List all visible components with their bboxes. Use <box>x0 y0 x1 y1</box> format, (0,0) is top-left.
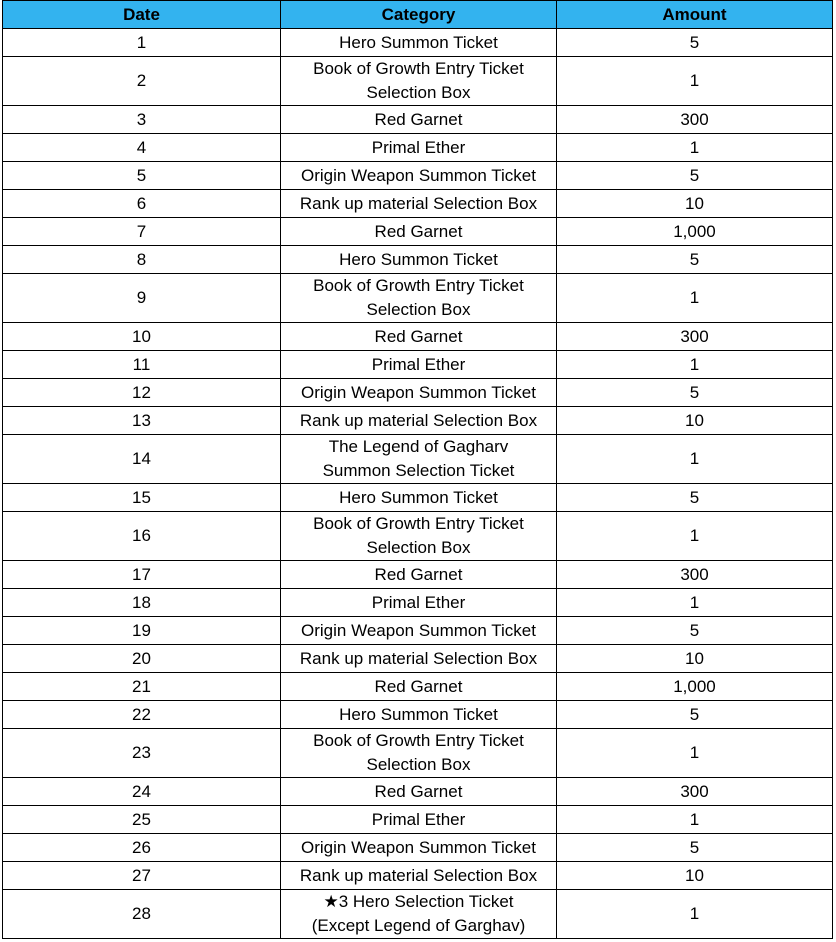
table-row <box>3 729 833 778</box>
table-row <box>3 834 833 862</box>
amount-cell: 5 <box>557 29 833 57</box>
amount-cell: 1 <box>557 729 833 778</box>
date-cell: 25 <box>3 806 281 834</box>
category-cell: Red Garnet <box>281 673 557 701</box>
table-row <box>3 134 833 162</box>
category-cell: Hero Summon Ticket <box>281 29 557 57</box>
amount-cell: 5 <box>557 617 833 645</box>
table-row <box>3 435 833 484</box>
date-cell: 17 <box>3 561 281 589</box>
date-cell: 2 <box>3 57 281 106</box>
date-cell: 16 <box>3 512 281 561</box>
table-row <box>3 890 833 939</box>
amount-cell: 300 <box>557 778 833 806</box>
table-row <box>3 106 833 134</box>
header-date: Date <box>3 1 281 29</box>
amount-cell: 5 <box>557 246 833 274</box>
date-cell: 8 <box>3 246 281 274</box>
date-cell: 15 <box>3 484 281 512</box>
category-cell: Rank up material Selection Box <box>281 407 557 435</box>
category-cell: Primal Ether <box>281 589 557 617</box>
category-cell: Red Garnet <box>281 323 557 351</box>
table-header <box>3 1 833 29</box>
date-cell: 12 <box>3 379 281 407</box>
amount-cell: 1 <box>557 435 833 484</box>
category-cell: Origin Weapon Summon Ticket <box>281 379 557 407</box>
table-row <box>3 589 833 617</box>
amount-cell: 10 <box>557 190 833 218</box>
date-cell: 27 <box>3 862 281 890</box>
table-row <box>3 806 833 834</box>
table-row <box>3 29 833 57</box>
amount-cell: 10 <box>557 645 833 673</box>
amount-cell: 1,000 <box>557 673 833 701</box>
amount-cell: 1 <box>557 589 833 617</box>
table-row <box>3 274 833 323</box>
category-cell: Primal Ether <box>281 134 557 162</box>
table-row <box>3 484 833 512</box>
date-cell: 14 <box>3 435 281 484</box>
date-cell: 10 <box>3 323 281 351</box>
table-row <box>3 561 833 589</box>
date-cell: 22 <box>3 701 281 729</box>
table-row <box>3 645 833 673</box>
header-category: Category <box>281 1 557 29</box>
date-cell: 1 <box>3 29 281 57</box>
category-cell: Hero Summon Ticket <box>281 246 557 274</box>
table-row <box>3 323 833 351</box>
rewards-table <box>2 0 833 939</box>
amount-cell: 1 <box>557 512 833 561</box>
table-row <box>3 379 833 407</box>
date-cell: 3 <box>3 106 281 134</box>
category-cell: Origin Weapon Summon Ticket <box>281 834 557 862</box>
amount-cell: 300 <box>557 106 833 134</box>
amount-cell: 5 <box>557 162 833 190</box>
amount-cell: 300 <box>557 323 833 351</box>
date-cell: 4 <box>3 134 281 162</box>
amount-cell: 1 <box>557 890 833 939</box>
table-row <box>3 617 833 645</box>
table-row <box>3 218 833 246</box>
date-cell: 9 <box>3 274 281 323</box>
amount-cell: 1 <box>557 274 833 323</box>
amount-cell: 1 <box>557 351 833 379</box>
category-cell: Origin Weapon Summon Ticket <box>281 162 557 190</box>
amount-cell: 5 <box>557 379 833 407</box>
amount-cell: 1 <box>557 134 833 162</box>
date-cell: 5 <box>3 162 281 190</box>
category-cell: Book of Growth Entry Ticket Selection Box <box>281 274 557 323</box>
table-row <box>3 162 833 190</box>
category-cell: Rank up material Selection Box <box>281 190 557 218</box>
amount-cell: 1 <box>557 57 833 106</box>
category-cell: Red Garnet <box>281 778 557 806</box>
category-cell: Book of Growth Entry Ticket Selection Box <box>281 512 557 561</box>
amount-cell: 5 <box>557 834 833 862</box>
category-cell: Hero Summon Ticket <box>281 484 557 512</box>
table-row <box>3 190 833 218</box>
category-cell: Book of Growth Entry Ticket Selection Box <box>281 57 557 106</box>
table-row <box>3 778 833 806</box>
category-cell: The Legend of Gagharv Summon Selection Ticket <box>281 435 557 484</box>
date-cell: 13 <box>3 407 281 435</box>
table-row <box>3 57 833 106</box>
amount-cell: 300 <box>557 561 833 589</box>
date-cell: 23 <box>3 729 281 778</box>
category-cell: Origin Weapon Summon Ticket <box>281 617 557 645</box>
date-cell: 18 <box>3 589 281 617</box>
table-row <box>3 407 833 435</box>
category-cell: Primal Ether <box>281 351 557 379</box>
category-cell: Rank up material Selection Box <box>281 862 557 890</box>
amount-cell: 5 <box>557 701 833 729</box>
category-cell: Primal Ether <box>281 806 557 834</box>
category-cell: Hero Summon Ticket <box>281 701 557 729</box>
amount-cell: 10 <box>557 862 833 890</box>
category-cell: Book of Growth Entry Ticket Selection Box <box>281 729 557 778</box>
table-row <box>3 246 833 274</box>
date-cell: 26 <box>3 834 281 862</box>
date-cell: 20 <box>3 645 281 673</box>
table-body <box>3 29 833 939</box>
amount-cell: 10 <box>557 407 833 435</box>
table-row <box>3 512 833 561</box>
date-cell: 21 <box>3 673 281 701</box>
header-row <box>3 1 833 29</box>
header-amount: Amount <box>557 1 833 29</box>
category-cell: Red Garnet <box>281 218 557 246</box>
table-row <box>3 673 833 701</box>
amount-cell: 5 <box>557 484 833 512</box>
amount-cell: 1 <box>557 806 833 834</box>
category-cell: Red Garnet <box>281 561 557 589</box>
date-cell: 28 <box>3 890 281 939</box>
category-cell: Rank up material Selection Box <box>281 645 557 673</box>
category-cell: ★3 Hero Selection Ticket (Except Legend of Garghav) <box>281 890 557 939</box>
date-cell: 7 <box>3 218 281 246</box>
amount-cell: 1,000 <box>557 218 833 246</box>
table-row <box>3 862 833 890</box>
date-cell: 24 <box>3 778 281 806</box>
table-row <box>3 701 833 729</box>
date-cell: 19 <box>3 617 281 645</box>
date-cell: 6 <box>3 190 281 218</box>
category-cell: Red Garnet <box>281 106 557 134</box>
table-row <box>3 351 833 379</box>
date-cell: 11 <box>3 351 281 379</box>
